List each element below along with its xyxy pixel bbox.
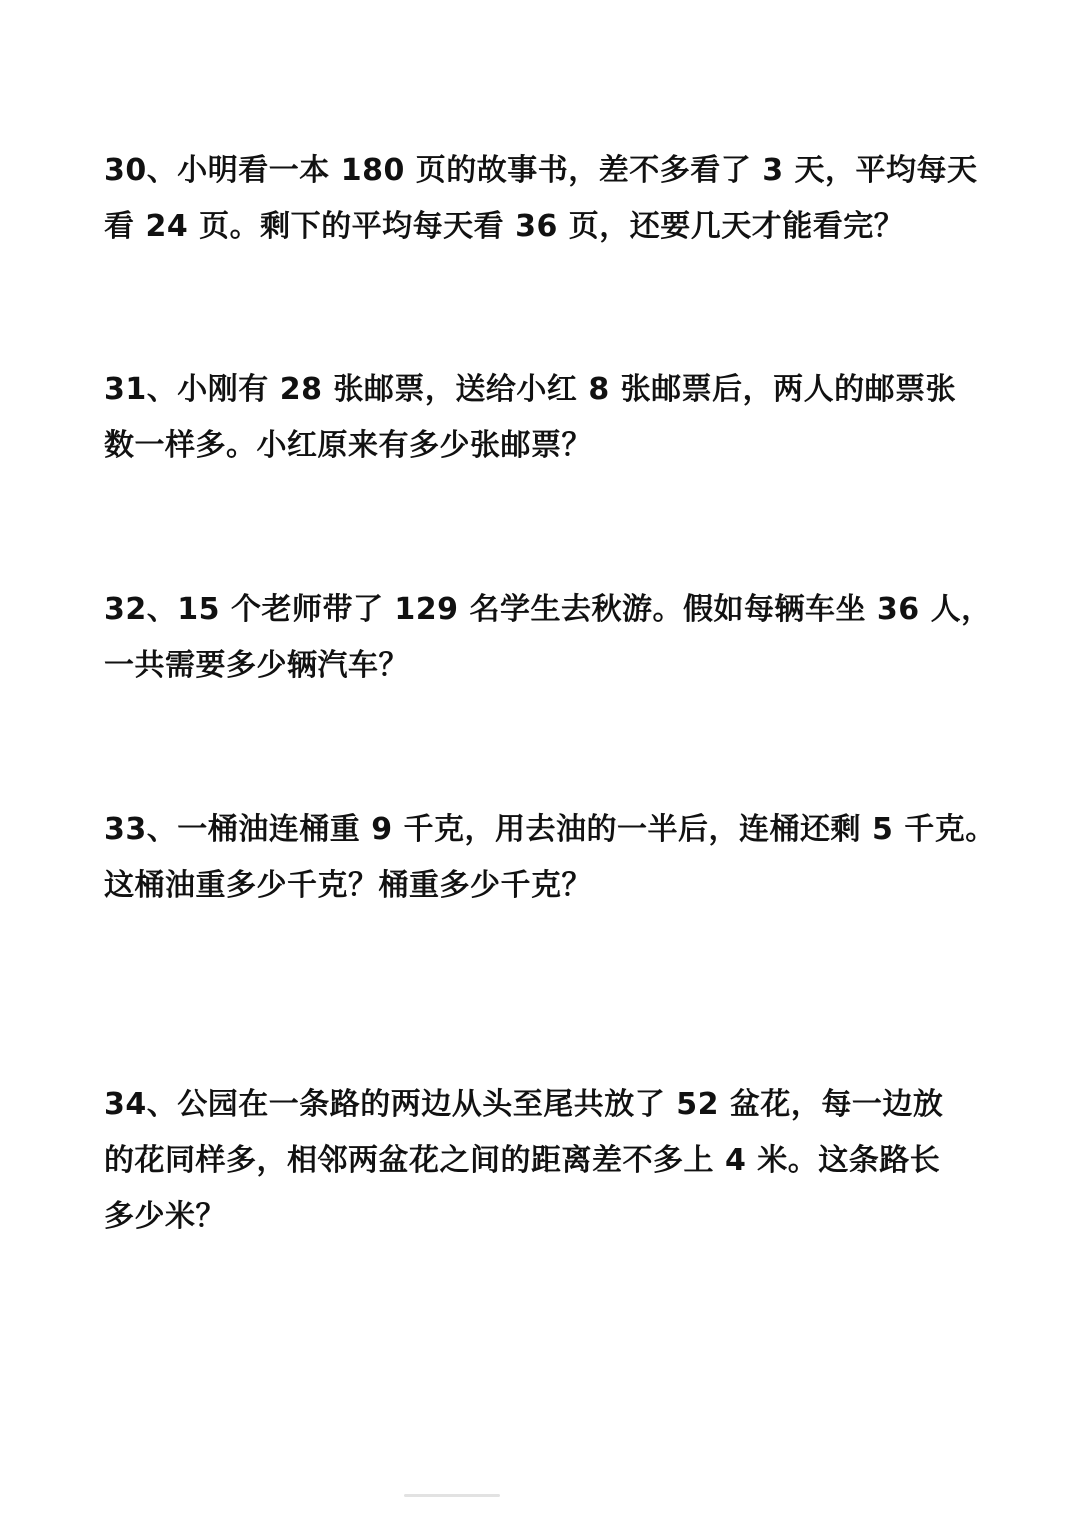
- problem-line: 看 24 页。剩下的平均每天看 36 页，还要几天才能看完？: [104, 209, 905, 244]
- problem-line: 34、公园在一条路的两边从头至尾共放了 52 盆花，每一边放: [104, 1087, 944, 1122]
- bottom-divider: [404, 1494, 500, 1497]
- problem-line: 31、小刚有 28 张邮票，送给小红 8 张邮票后，两人的邮票张: [104, 372, 957, 407]
- problem-30: [104, 143, 984, 255]
- problem-34: [104, 1077, 984, 1245]
- problem-line: 的花同样多，相邻两盆花之间的距离差不多上 4 米。这条路长: [104, 1143, 941, 1178]
- problem-line: 一共需要多少辆汽车？: [104, 648, 409, 683]
- problem-33: [104, 802, 996, 914]
- problem-line: 这桶油重多少千克？桶重多少千克？: [104, 868, 592, 903]
- problem-line: 数一样多。小红原来有多少张邮票？: [104, 428, 592, 463]
- problem-line: 32、15 个老师带了 129 名学生去秋游。假如每辆车坐 36 人，: [104, 592, 992, 627]
- problem-32: [104, 582, 992, 694]
- problem-31: [104, 362, 984, 474]
- problem-line: 30、小明看一本 180 页的故事书，差不多看了 3 天，平均每天: [104, 153, 978, 188]
- problem-line: 33、一桶油连桶重 9 千克，用去油的一半后，连桶还剩 5 千克。: [104, 812, 996, 847]
- problem-line: 多少米？: [104, 1199, 226, 1234]
